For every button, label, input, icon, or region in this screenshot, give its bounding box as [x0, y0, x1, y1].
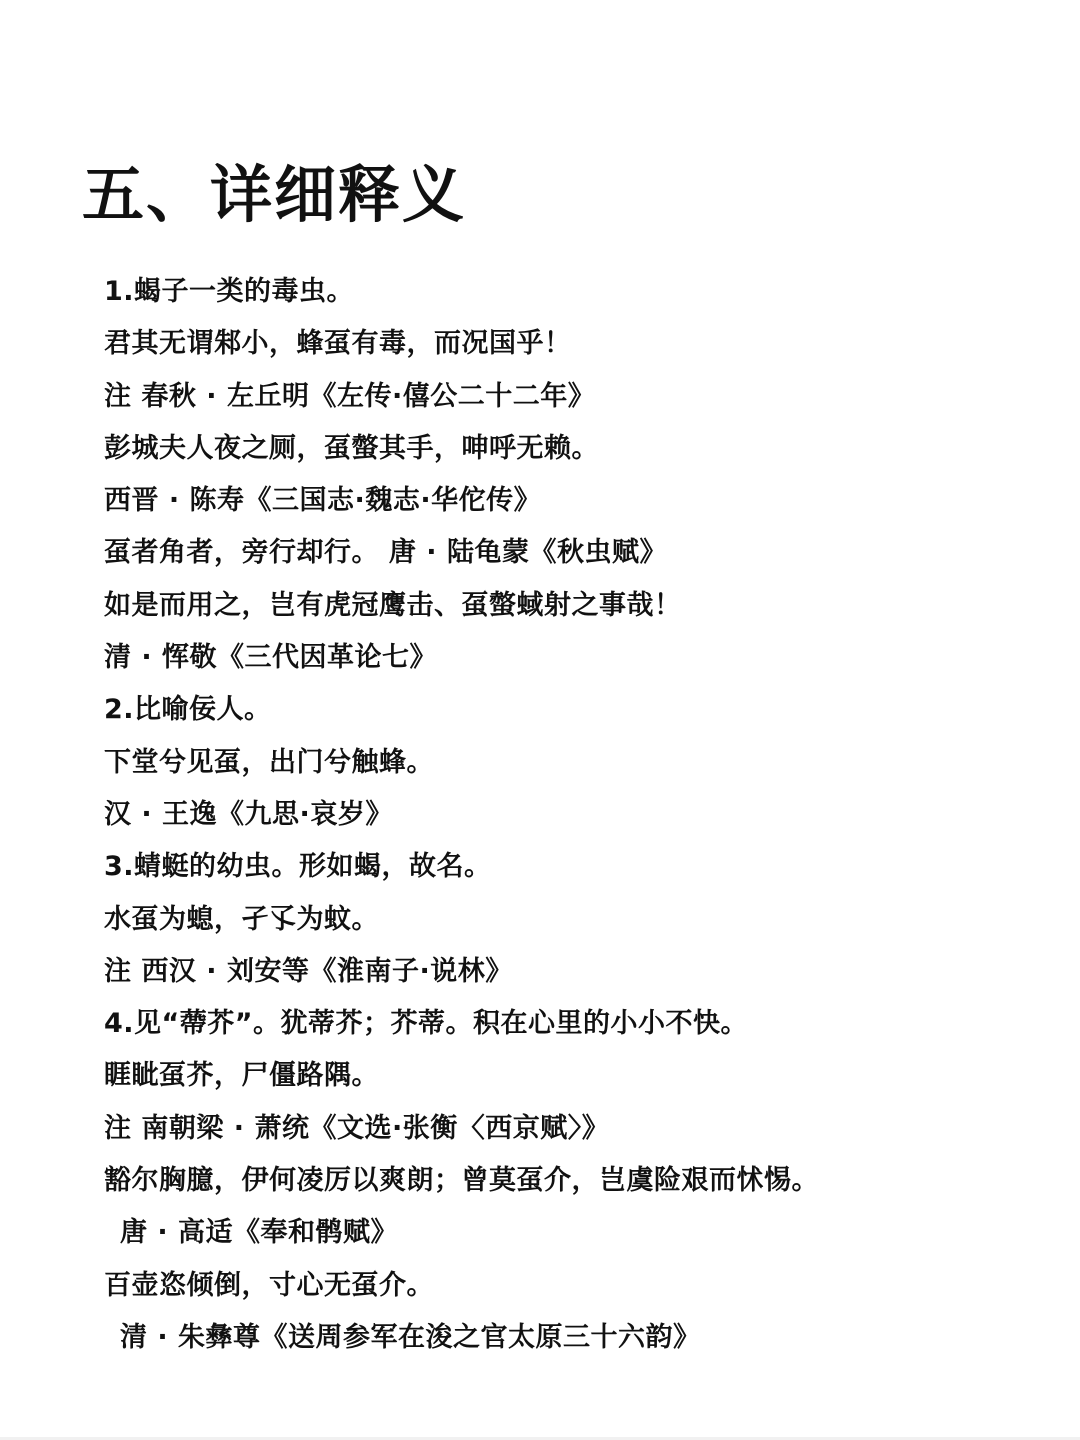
- definition-line: 西晋 · 陈寿《三国志·魏志·华佗传》: [104, 485, 542, 517]
- definition-line: 注 春秋 · 左丘明《左传·僖公二十二年》: [104, 380, 596, 412]
- definition-line: 彭城夫人夜之厕，虿螫其手，呻呼无赖。: [104, 432, 599, 464]
- definition-line: 3.蜻蜓的幼虫。形如蝎，故名。: [104, 851, 492, 883]
- definition-line: 清 · 朱彝尊《送周参军在浚之官太原三十六韵》: [120, 1321, 701, 1353]
- definition-line: 君其无谓邾小，蜂虿有毒，而况国乎！: [104, 328, 572, 360]
- definition-line: 睚眦虿芥，尸僵路隅。: [104, 1060, 379, 1092]
- definition-line: 水虿为螅，孑孓为蚊。: [104, 903, 379, 935]
- definition-line: 2.比喻佞人。: [104, 694, 272, 726]
- page-title: 五、详细释义: [82, 158, 467, 231]
- definition-line: 注 西汉 · 刘安等《淮南子·说林》: [104, 955, 513, 987]
- definition-line: 如是而用之，岂有虎冠鹰击、虿螫蜮射之事哉！: [104, 589, 682, 621]
- definition-line: 注 南朝梁 · 萧统《文选·张衡〈西京赋〉》: [104, 1112, 610, 1144]
- definition-line: 百壶恣倾倒，寸心无虿介。: [104, 1269, 434, 1301]
- definition-line: 汉 · 王逸《九思·哀岁》: [104, 798, 393, 830]
- definition-line: 4.见“蔕芥”。犹蒂芥；芥蒂。积在心里的小小不快。: [104, 1008, 749, 1040]
- definition-line: 清 · 恽敬《三代因革论七》: [104, 642, 438, 674]
- definition-line: 虿者角者，旁行却行。 唐 · 陆龟蒙《秋虫赋》: [104, 537, 667, 569]
- definition-list: [104, 266, 1064, 1364]
- definition-line: 1.蝎子一类的毒虫。: [104, 276, 355, 307]
- definition-line: 唐 · 高适《奉和鹘赋》: [120, 1217, 399, 1249]
- definition-line: 下堂兮见虿，出门兮触蜂。: [104, 746, 434, 778]
- definition-line: 豁尔胸臆，伊何凌厉以爽朗；曾莫虿介，岂虞险艰而怵惕。: [104, 1165, 819, 1197]
